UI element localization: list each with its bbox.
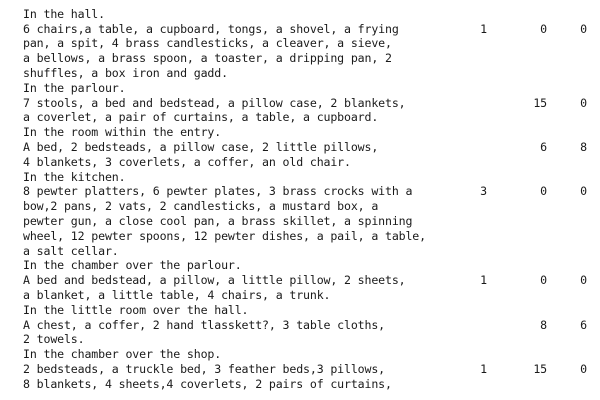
pounds-value: 1 <box>480 273 487 288</box>
item-description <box>23 140 463 170</box>
room-entry <box>23 258 593 302</box>
shillings-value: 15 <box>533 95 547 110</box>
item-description <box>23 22 463 81</box>
pence-value: 8 <box>580 139 587 154</box>
item-entry <box>23 318 593 348</box>
pence-value: 0 <box>580 361 587 376</box>
pounds-value: 3 <box>480 184 487 199</box>
pence-value: 0 <box>580 184 587 199</box>
item-entry <box>23 96 593 126</box>
room-heading: In the parlour. <box>23 80 126 95</box>
item-description <box>23 96 463 126</box>
pence-value: 0 <box>580 95 587 110</box>
item-line: 6 chairs,a table, a cupboard, tongs, a shovel, a frying <box>23 21 399 36</box>
room-entry <box>23 0 593 7</box>
shillings-value: 6 <box>540 139 547 154</box>
item-description <box>23 362 463 400</box>
room-heading: In the kitchen. <box>23 169 126 184</box>
item-description <box>23 184 463 258</box>
inventory-list <box>23 0 593 400</box>
shillings-value: 0 <box>540 184 547 199</box>
item-entry <box>23 0 593 7</box>
item-entry <box>23 22 593 81</box>
room-entry <box>23 7 593 81</box>
item-line: a blanket, a little table, 4 chairs, a trunk. <box>23 287 331 302</box>
pence-value: 6 <box>580 317 587 332</box>
item-entry <box>23 140 593 170</box>
item-line <box>23 0 463 7</box>
item-line: wheel, 12 pewter spoons, 12 pewter dishes, a pail, a table, <box>23 228 426 243</box>
item-line: pan, a spit, 4 brass candlesticks, a cleaver, a sieve, <box>23 36 392 51</box>
room-heading: In the little room over the hall. <box>23 302 249 317</box>
room-heading: In the chamber over the parlour. <box>23 258 242 273</box>
item-entry <box>23 273 593 303</box>
item-line: a bellows, a brass spoon, a toaster, a dripping pan, 2 <box>23 51 392 66</box>
item-line: 8 pewter platters, 6 pewter plates, 3 brass crocks with a <box>23 184 413 199</box>
room-heading: In the hall. <box>23 6 105 21</box>
pounds-value: 1 <box>480 361 487 376</box>
shillings-value: 0 <box>540 21 547 36</box>
room-entry <box>23 81 593 125</box>
item-line: 7 stools, a bed and bedstead, a pillow case, 2 blankets, <box>23 95 406 110</box>
item-line: A bed and bedstead, a pillow, a little pillow, 2 sheets, <box>23 273 406 288</box>
item-line: 4 blankets, 3 coverlets, a coffer, an old chair. <box>23 154 351 169</box>
item-description <box>23 318 463 348</box>
item-entry <box>23 362 593 400</box>
item-line <box>23 392 463 400</box>
item-line: pewter gun, a close cool pan, a brass skillet, a spinning <box>23 213 413 228</box>
room-heading: In the chamber over the shop. <box>23 347 222 362</box>
item-entry <box>23 184 593 258</box>
room-entry <box>23 347 593 400</box>
shillings-value: 15 <box>533 361 547 376</box>
item-line: A bed, 2 bedsteads, a pillow case, 2 little pillows, <box>23 139 379 154</box>
item-line: 2 towels. <box>23 332 85 347</box>
item-line: A chest, a coffer, 2 hand tlasskett?, 3 table cloths, <box>23 317 385 332</box>
pounds-value: 1 <box>480 21 487 36</box>
shillings-value: 0 <box>540 273 547 288</box>
room-entry <box>23 303 593 347</box>
item-line: a coverlet, a pair of curtains, a table, a cupboard. <box>23 110 379 125</box>
item-line: shuffles, a box iron and gadd. <box>23 65 228 80</box>
room-entry <box>23 125 593 169</box>
room-heading: In the room within the entry. <box>23 125 222 140</box>
room-entry <box>23 170 593 259</box>
item-description <box>23 0 463 7</box>
item-description <box>23 273 463 303</box>
item-line: bow,2 pans, 2 vats, 2 candlesticks, a mustard box, a <box>23 199 379 214</box>
item-line: a salt cellar. <box>23 243 119 258</box>
pence-value: 0 <box>580 21 587 36</box>
pence-value: 0 <box>580 273 587 288</box>
item-line: 8 blankets, 4 sheets,4 coverlets, 2 pairs of curtains, <box>23 376 392 391</box>
item-line: 2 bedsteads, a truckle bed, 3 feather beds,3 pillows, <box>23 361 385 376</box>
shillings-value: 8 <box>540 317 547 332</box>
